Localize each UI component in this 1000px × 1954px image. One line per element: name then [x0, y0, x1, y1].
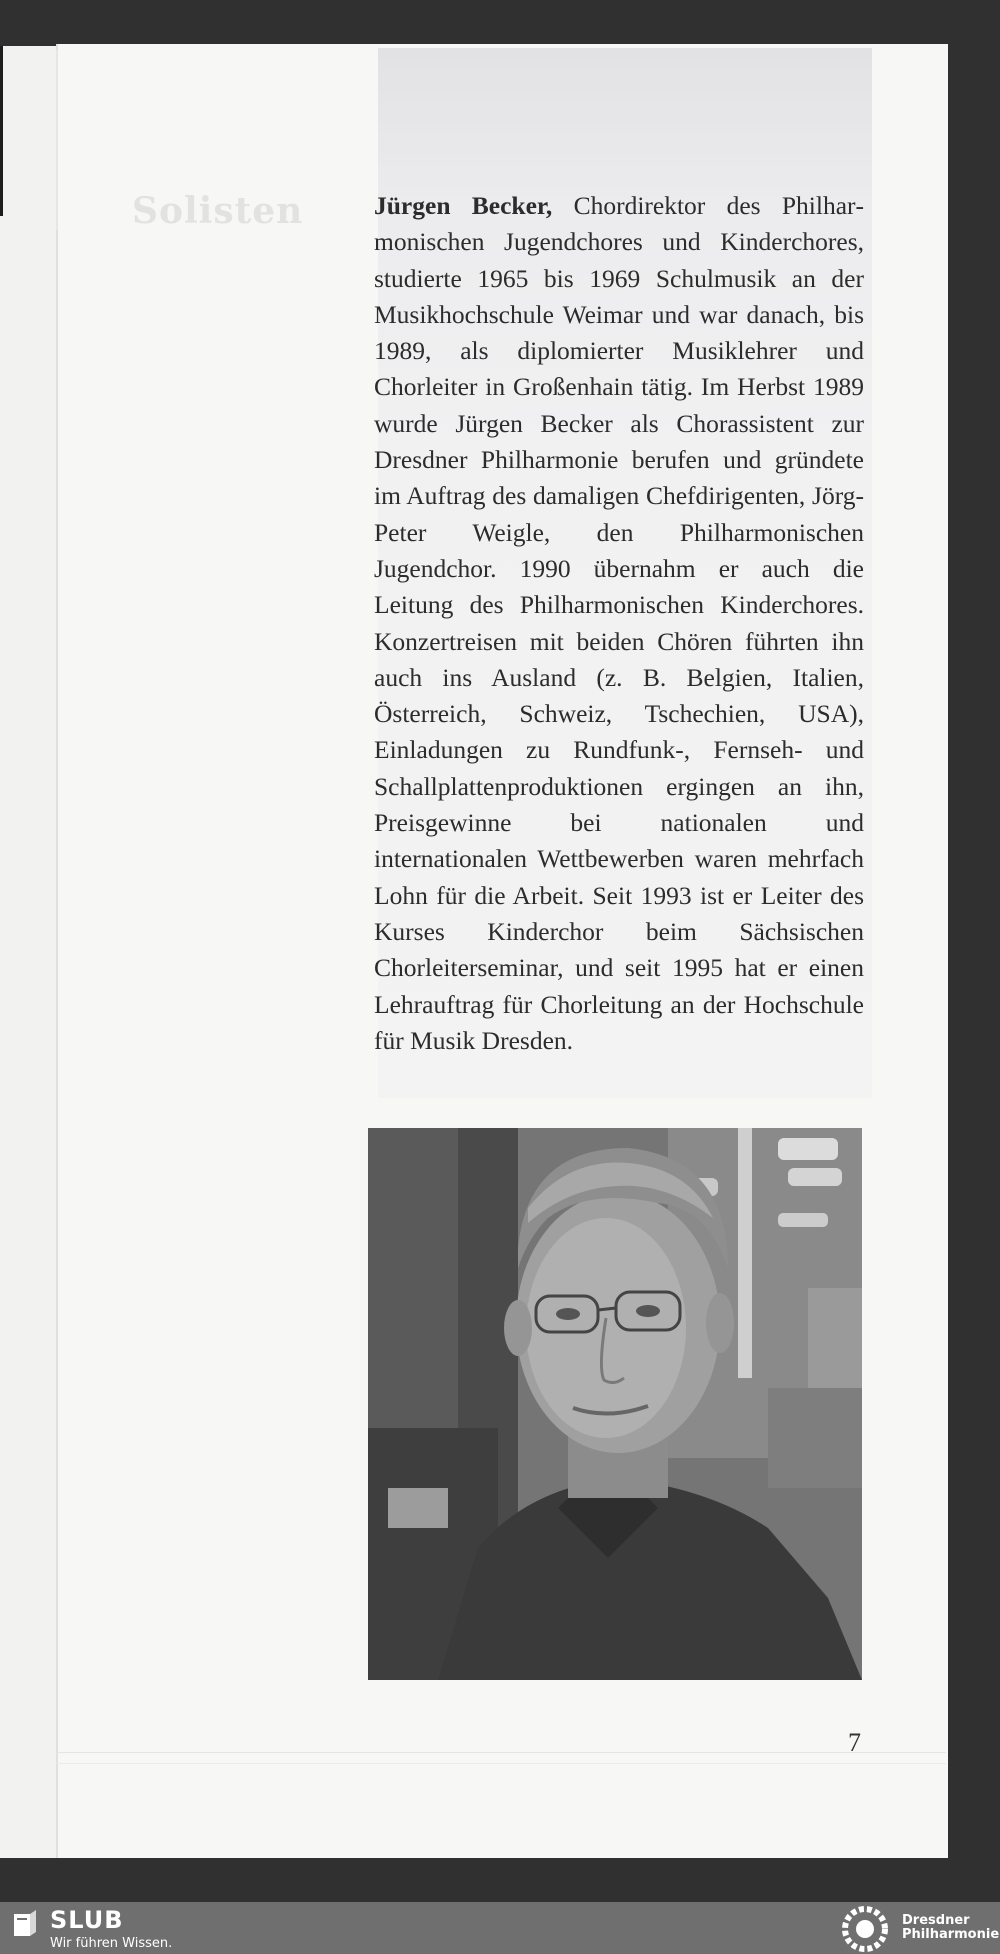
slub-name[interactable]: SLUB: [50, 1906, 124, 1934]
partner-name[interactable]: [902, 1914, 999, 1942]
page-fold-line: [56, 50, 58, 230]
scan-artifact-lines: [56, 1752, 946, 1764]
partner-name-line2: Philharmonie: [902, 1927, 1000, 1942]
slub-logo-icon[interactable]: [14, 1910, 36, 1936]
portrait-photo: [368, 1128, 862, 1680]
page-number: 7: [848, 1728, 861, 1757]
slub-tagline: Wir führen Wissen.: [50, 1936, 173, 1951]
previous-page-edge: [0, 46, 57, 1858]
dresdner-philharmonie-logo-icon[interactable]: [842, 1906, 888, 1952]
biography-paragraph: [374, 188, 864, 1059]
partner-name-line1: Dresdner: [902, 1913, 970, 1928]
bio-text: Chordirektor des Philharmonischen Jugendchores und Kinderchores, studierte 1965 bis 1969 Schulmusik an der Musikhochschule Weimar und war danach, bis 1989, als diplomierter Musiklehrer und Chorleiter in Großenhain tätig. Im Herbst 1989 wurde Jürgen Becker als Chorassistent zur Dresdner Philharmonie berufen und gründete im Auftrag des damaligen Chefdirigenten, Jörg-Peter Weigle, den Philharmonischen Jugendchor. 1990 übernahm er auch die Leitung des Philharmonischen Kinderchores. Konzertreisen mit beiden Chören führten ihn auch ins Ausland (z. B. Belgien, Italien, Österreich, Schweiz, Tschechien, USA), Einladungen zu Rundfunk-, Fernseh- und Schallplattenproduktionen ergingen an ihn, Preisgewinne bei nationalen und internationalen Wettbewerben waren mehrfach Lohn für die Arbeit. Seit 1993 ist er Leiter des Kurses Kinderchor beim Sächsischen Chorleiterseminar, und seit 1995 hat er einen Lehrauftrag für Chorleitung an der Hochschule für Musik Dresden.: [374, 191, 864, 1055]
bio-name: Jürgen Becker,: [374, 191, 553, 220]
binding-shadow: [0, 46, 3, 216]
show-through-heading: Solisten: [132, 190, 304, 232]
viewer-footer-bar: [0, 1902, 1000, 1954]
